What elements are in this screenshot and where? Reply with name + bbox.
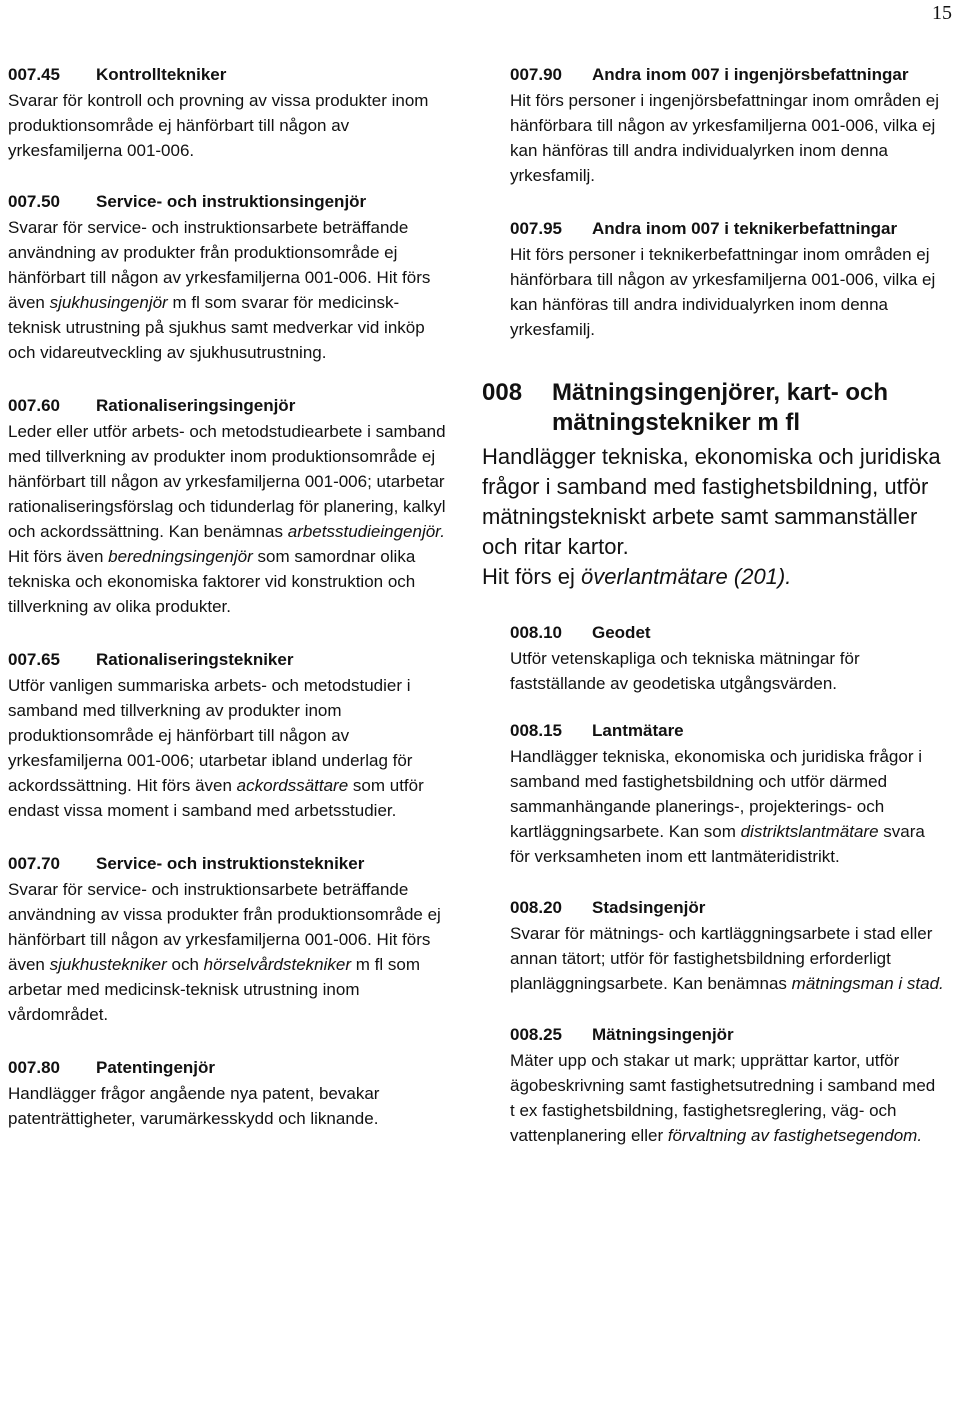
entry-heading xyxy=(510,1024,944,1046)
body-italic-term: mätningsman i stad. xyxy=(791,974,944,993)
entry-heading xyxy=(8,395,448,417)
body-text: m fl som arbetar med medicinsk-teknisk utrustning inom vårdområdet. xyxy=(8,955,420,1024)
left-column xyxy=(8,64,448,1131)
entry-heading xyxy=(8,64,448,86)
body-text: som utför endast vissa moment i samband med arbetsstudier. xyxy=(8,776,424,820)
entry-008-10 xyxy=(510,622,944,696)
entry-heading xyxy=(8,191,448,213)
page-number: 15 xyxy=(932,2,952,24)
entry-code: 007.95 xyxy=(510,219,562,238)
entry-code: 007.45 xyxy=(8,65,60,84)
body-text: svara för verksamheten inom ett lantmäteridistrikt. xyxy=(510,822,925,866)
entry-code: 007.90 xyxy=(510,65,562,84)
major-code: 008 xyxy=(482,379,523,406)
body-text: Svarar för service- och instruktionsarbete beträffande användning av produkter från produktionsområde ej hänförbart till någon av yrkesfamiljerna 001-006. Hit förs även xyxy=(8,218,431,312)
entry-title: Rationaliseringstekniker xyxy=(96,650,294,669)
body-italic-term: förvaltning av fastighetsegendom. xyxy=(667,1126,923,1145)
body-text: som samordnar olika tekniska och ekonomiska faktorer vid konstruktion och tillverkning av olika produkter. xyxy=(8,547,416,616)
body-text: Utför vetenskapliga och tekniska mätningar för fastställande av geodetiska utgångsvärden. xyxy=(510,649,860,693)
entry-008-25 xyxy=(510,1024,944,1148)
entry-body xyxy=(510,646,944,696)
entry-body xyxy=(8,88,448,163)
entry-008-15 xyxy=(510,720,944,869)
entry-code: 007.65 xyxy=(8,650,60,669)
entry-title: Service- och instruktionstekniker xyxy=(96,854,365,873)
entry-body xyxy=(8,877,448,1027)
entry-title: Lantmätare xyxy=(592,721,684,740)
entry-body xyxy=(510,88,944,188)
entry-heading xyxy=(510,897,944,919)
entry-body xyxy=(510,744,944,869)
entry-code: 008.20 xyxy=(510,898,562,917)
body-text: Hit förs även xyxy=(8,547,109,566)
entry-title: Mätningsingenjör xyxy=(592,1025,734,1044)
entry-title: Patentingenjör xyxy=(96,1058,216,1077)
entry-title: Andra inom 007 i teknikerbefattningar xyxy=(592,219,898,238)
body-text: m fl som svarar för medicinsk-teknisk utrustning på sjukhus samt medverkar vid inköp och vidareutveckling av sjukhusutrustning. xyxy=(8,293,425,362)
entry-007-80 xyxy=(8,1057,448,1131)
body-text: Handlägger tekniska, ekonomiska och juridiska frågor i samband med fastighetsbildning och utför därmed sammanhängande planerings-, projekterings- och kartläggningsarbete. Kan som xyxy=(510,747,922,841)
body-text: Svarar för mätnings- och kartläggningsarbete i stad eller annan tätort; utför för fastighetsbildning erforderligt planläggningsarbete. Kan benämnas xyxy=(510,924,933,993)
entry-heading xyxy=(510,64,944,86)
entry-007-60 xyxy=(8,395,448,619)
entry-heading xyxy=(8,649,448,671)
body-text: Svarar för service- och instruktionsarbete beträffande användning av vissa produkter från produktionsområde ej hänförbart till någon av yrkesfamiljerna 001-006. Hit förs även xyxy=(8,880,441,974)
entry-title: Geodet xyxy=(592,623,651,642)
body-text: Hit förs ej xyxy=(482,564,582,589)
major-title: Mätningsingenjörer, kart- och mätningstekniker m fl xyxy=(552,379,889,436)
entry-008-20 xyxy=(510,897,944,996)
entry-007-90 xyxy=(510,64,944,188)
body-text: Hit förs personer i ingenjörsbefattningar inom områden ej hänförbara till någon av yrkesfamiljerna 001-006, vilka ej kan hänföras till andra individualyrken inom denna yrkesfamilj. xyxy=(510,91,940,185)
body-text: Svarar för kontroll och provning av vissa produkter inom produktionsområde ej hänförbart till någon av yrkesfamiljerna 001-006. xyxy=(8,91,429,160)
entry-title: Stadsingenjör xyxy=(592,898,706,917)
body-text: Mäter upp och stakar ut mark; upprättar kartor, utför ägobeskrivning samt fastighetsutredning i samband med t ex fastighetsbildning, fastighetsreglering, väg- och vattenplanering eller xyxy=(510,1051,936,1145)
body-italic-term: beredningsingenjör xyxy=(108,547,253,566)
entry-heading xyxy=(510,218,944,240)
entry-heading xyxy=(510,720,944,742)
body-italic-term: sjukhustekniker xyxy=(49,955,167,974)
body-text: och xyxy=(166,955,204,974)
entry-007-65 xyxy=(8,649,448,823)
body-italic-term: sjukhusingenjör xyxy=(49,293,168,312)
major-heading xyxy=(482,378,944,438)
body-text: Leder eller utför arbets- och metodstudiearbete i samband med tillverkning av produkter inom produktionsområde ej hänförbart till någon av yrkesfamiljerna 001-006; utarbetar rationaliseringsförslag och tidunderlag för planering, kalkyl och ackordssättning. Kan benämnas xyxy=(8,422,446,541)
entry-008 xyxy=(482,378,944,592)
body-text: Hit förs personer i teknikerbefattningar inom områden ej hänförbara till någon av yrkesfamiljerna 001-006, vilka ej kan hänföras till andra individualyrken inom denna yrkesfamilj. xyxy=(510,245,936,339)
entry-body xyxy=(510,921,944,996)
body-italic-term: arbetsstudieingenjör. xyxy=(287,522,445,541)
entry-body xyxy=(8,419,448,619)
entry-body xyxy=(8,1081,448,1131)
entry-body xyxy=(510,242,944,342)
entry-code: 007.70 xyxy=(8,854,60,873)
entry-007-50 xyxy=(8,191,448,365)
entry-title: Rationaliseringsingenjör xyxy=(96,396,296,415)
right-column xyxy=(482,64,944,1148)
entry-code: 007.50 xyxy=(8,192,60,211)
entry-heading xyxy=(8,853,448,875)
entry-body xyxy=(510,1048,944,1148)
entry-heading xyxy=(510,622,944,644)
body-italic-term: ackordssättare xyxy=(236,776,349,795)
entry-code: 008.15 xyxy=(510,721,562,740)
body-italic-term: distriktslantmätare xyxy=(740,822,879,841)
entry-007-95 xyxy=(510,218,944,342)
entry-code: 008.25 xyxy=(510,1025,562,1044)
entry-007-70 xyxy=(8,853,448,1027)
body-text: Handlägger tekniska, ekonomiska och juridiska frågor i samband med fastighetsbildning, utför mätningstekniskt arbete samt sammanställer och ritar kartor. xyxy=(482,444,941,559)
entry-007-45 xyxy=(8,64,448,163)
body-text: Handlägger frågor angående nya patent, bevakar patenträttigheter, varumärkesskydd och liknande. xyxy=(8,1084,380,1128)
entry-code: 007.80 xyxy=(8,1058,60,1077)
entry-body xyxy=(8,215,448,365)
entry-title: Kontrolltekniker xyxy=(96,65,227,84)
entry-title: Service- och instruktionsingenjör xyxy=(96,192,367,211)
entry-body xyxy=(8,673,448,823)
body-italic-term: överlantmätare (201). xyxy=(581,564,792,589)
entry-code: 008.10 xyxy=(510,623,562,642)
entry-title: Andra inom 007 i ingenjörsbefattningar xyxy=(592,65,909,84)
entry-heading xyxy=(8,1057,448,1079)
major-body xyxy=(482,442,944,592)
body-italic-term: hörselvårdstekniker xyxy=(203,955,352,974)
body-text: Utför vanligen summariska arbets- och metodstudier i samband med tillverkning av produkter inom produktionsområde ej hänförbart till någon av yrkesfamiljerna 001-006; utarbetar ibland underlag för ackordssättning. Hit förs även xyxy=(8,676,413,795)
entry-code: 007.60 xyxy=(8,396,60,415)
